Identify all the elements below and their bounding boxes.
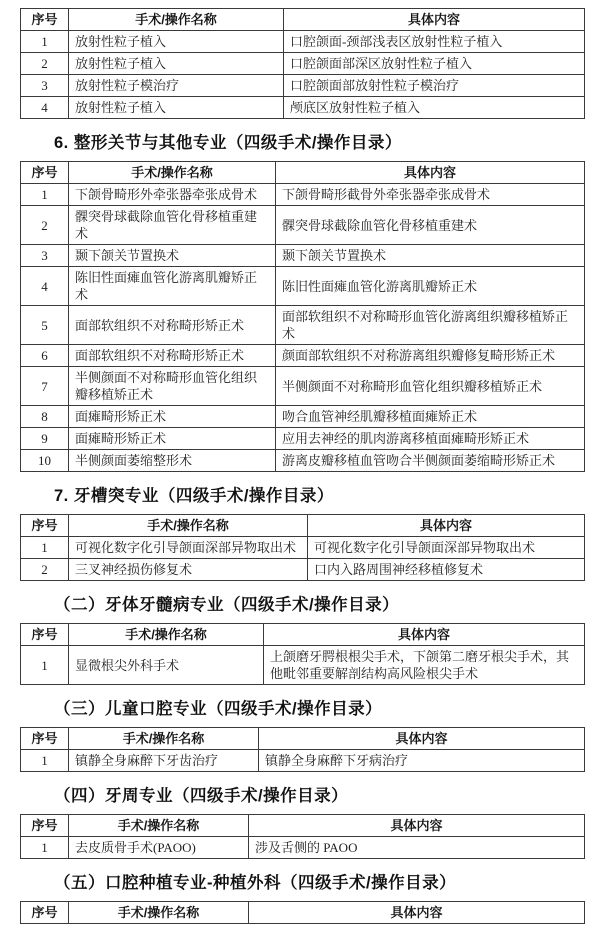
procedure-name-cell: 面部软组织不对称畸形矫正术 xyxy=(69,306,276,345)
procedure-name-cell: 面瘫畸形矫正术 xyxy=(69,406,276,428)
column-header: 序号 xyxy=(21,902,69,924)
section-heading: （五）口腔种植专业-种植外科（四级手术/操作目录） xyxy=(54,874,457,892)
procedure-detail-cell: 颅底区放射性粒子植入 xyxy=(284,97,585,119)
section-heading: 6. 整形关节与其他专业（四级手术/操作目录） xyxy=(54,134,402,152)
procedure-detail-cell: 髁突骨球截除血管化骨移植重建术 xyxy=(276,206,585,245)
column-header: 序号 xyxy=(21,624,69,646)
column-header: 手术/操作名称 xyxy=(69,9,284,31)
table-row xyxy=(21,367,585,406)
section-heading: （三）儿童口腔专业（四级手术/操作目录） xyxy=(54,700,383,718)
procedure-name-cell: 放射性粒子植入 xyxy=(69,97,284,119)
table-row xyxy=(21,245,585,267)
procedure-table xyxy=(20,727,585,772)
column-header: 具体内容 xyxy=(284,9,585,31)
procedure-detail-cell: 半侧颜面不对称畸形血管化组织瓣移植矫正术 xyxy=(276,367,585,406)
procedure-detail-cell: 可视化数字化引导颌面深部异物取出术 xyxy=(308,537,585,559)
column-header: 手术/操作名称 xyxy=(69,624,264,646)
procedure-name-cell: 半侧颜面不对称畸形血管化组织瓣移植矫正术 xyxy=(69,367,276,406)
procedure-detail-cell: 陈旧性面瘫血管化游离肌瓣矫正术 xyxy=(276,267,585,306)
column-header: 序号 xyxy=(21,162,69,184)
section-heading: （二）牙体牙髓病专业（四级手术/操作目录） xyxy=(54,596,400,614)
table-header-row xyxy=(21,815,585,837)
procedure-detail-cell: 颜面部软组织不对称游离组织瓣修复畸形矫正术 xyxy=(276,345,585,367)
table-row xyxy=(21,406,585,428)
document-content xyxy=(0,8,600,924)
column-header: 具体内容 xyxy=(249,815,585,837)
procedure-table xyxy=(20,901,585,924)
table-row xyxy=(21,450,585,472)
table-header-row xyxy=(21,9,585,31)
procedure-name-cell: 放射性粒子植入 xyxy=(69,53,284,75)
procedure-name-cell: 陈旧性面瘫血管化游离肌瓣矫正术 xyxy=(69,267,276,306)
procedure-detail-cell: 镇静全身麻醉下牙病治疗 xyxy=(259,750,585,772)
procedure-name-cell: 半侧颜面萎缩整形术 xyxy=(69,450,276,472)
row-number-cell: 1 xyxy=(21,184,69,206)
row-number-cell: 1 xyxy=(21,31,69,53)
row-number-cell: 1 xyxy=(21,837,69,859)
table-row xyxy=(21,306,585,345)
procedure-name-cell: 面瘫畸形矫正术 xyxy=(69,428,276,450)
table-row xyxy=(21,750,585,772)
procedure-table xyxy=(20,514,585,581)
procedure-detail-cell: 口内入路周围神经移植修复术 xyxy=(308,559,585,581)
column-header: 手术/操作名称 xyxy=(69,815,249,837)
row-number-cell: 2 xyxy=(21,53,69,75)
table-row xyxy=(21,345,585,367)
procedure-table xyxy=(20,623,585,685)
column-header: 序号 xyxy=(21,815,69,837)
procedure-detail-cell: 口腔颌面-颈部浅表区放射性粒子植入 xyxy=(284,31,585,53)
row-number-cell: 2 xyxy=(21,206,69,245)
procedure-name-cell: 放射性粒子植入 xyxy=(69,31,284,53)
procedure-name-cell: 面部软组织不对称畸形矫正术 xyxy=(69,345,276,367)
procedure-name-cell: 三叉神经损伤修复术 xyxy=(69,559,308,581)
column-header: 具体内容 xyxy=(259,728,585,750)
table-row xyxy=(21,559,585,581)
table-row xyxy=(21,184,585,206)
procedure-name-cell: 颞下颌关节置换术 xyxy=(69,245,276,267)
column-header: 序号 xyxy=(21,9,69,31)
row-number-cell: 2 xyxy=(21,559,69,581)
procedure-name-cell: 可视化数字化引导颌面深部异物取出术 xyxy=(69,537,308,559)
column-header: 手术/操作名称 xyxy=(69,728,259,750)
procedure-detail-cell: 下颌骨畸形截骨外牵张器牵张成骨术 xyxy=(276,184,585,206)
row-number-cell: 1 xyxy=(21,646,69,685)
procedure-detail-cell: 吻合血管神经肌瓣移植面瘫矫正术 xyxy=(276,406,585,428)
row-number-cell: 10 xyxy=(21,450,69,472)
procedure-table xyxy=(20,814,585,859)
procedure-name-cell: 下颌骨畸形外牵张器牵张成骨术 xyxy=(69,184,276,206)
row-number-cell: 7 xyxy=(21,367,69,406)
column-header: 具体内容 xyxy=(308,515,585,537)
table-row xyxy=(21,837,585,859)
table-row xyxy=(21,267,585,306)
column-header: 具体内容 xyxy=(264,624,585,646)
procedure-detail-cell: 游离皮瓣移植血管吻合半侧颜面萎缩畸形矫正术 xyxy=(276,450,585,472)
column-header: 序号 xyxy=(21,515,69,537)
row-number-cell: 3 xyxy=(21,75,69,97)
table-row xyxy=(21,206,585,245)
procedure-detail-cell: 涉及舌侧的 PAOO xyxy=(249,837,585,859)
column-header: 具体内容 xyxy=(276,162,585,184)
table-header-row xyxy=(21,515,585,537)
row-number-cell: 1 xyxy=(21,537,69,559)
procedure-detail-cell: 颞下颌关节置换术 xyxy=(276,245,585,267)
column-header: 手术/操作名称 xyxy=(69,902,249,924)
row-number-cell: 5 xyxy=(21,306,69,345)
procedure-name-cell: 髁突骨球截除血管化骨移植重建术 xyxy=(69,206,276,245)
table-row xyxy=(21,428,585,450)
table-header-row xyxy=(21,162,585,184)
column-header: 序号 xyxy=(21,728,69,750)
procedure-detail-cell: 口腔颌面部深区放射性粒子植入 xyxy=(284,53,585,75)
procedure-table xyxy=(20,8,585,119)
procedure-name-cell: 显微根尖外科手术 xyxy=(69,646,264,685)
row-number-cell: 9 xyxy=(21,428,69,450)
row-number-cell: 4 xyxy=(21,267,69,306)
table-row xyxy=(21,646,585,685)
row-number-cell: 1 xyxy=(21,750,69,772)
procedure-detail-cell: 上颌磨牙腭根根尖手术，下颌第二磨牙根尖手术，其他毗邻重要解剖结构高风险根尖手术 xyxy=(264,646,585,685)
procedure-name-cell: 放射性粒子模治疗 xyxy=(69,75,284,97)
procedure-name-cell: 去皮质骨手术(PAOO) xyxy=(69,837,249,859)
table-row xyxy=(21,537,585,559)
row-number-cell: 6 xyxy=(21,345,69,367)
table-row xyxy=(21,75,585,97)
table-row xyxy=(21,31,585,53)
table-header-row xyxy=(21,902,585,924)
table-header-row xyxy=(21,728,585,750)
procedure-detail-cell: 面部软组织不对称畸形血管化游离组织瓣移植矫正术 xyxy=(276,306,585,345)
row-number-cell: 3 xyxy=(21,245,69,267)
procedure-detail-cell: 应用去神经的肌肉游离移植面瘫畸形矫正术 xyxy=(276,428,585,450)
procedure-name-cell: 镇静全身麻醉下牙齿治疗 xyxy=(69,750,259,772)
table-header-row xyxy=(21,624,585,646)
row-number-cell: 8 xyxy=(21,406,69,428)
procedure-detail-cell: 口腔颌面部放射性粒子模治疗 xyxy=(284,75,585,97)
row-number-cell: 4 xyxy=(21,97,69,119)
column-header: 手术/操作名称 xyxy=(69,515,308,537)
procedure-table xyxy=(20,161,585,472)
section-heading: 7. 牙槽突专业（四级手术/操作目录） xyxy=(54,487,334,505)
section-heading: （四）牙周专业（四级手术/操作目录） xyxy=(54,787,349,805)
column-header: 手术/操作名称 xyxy=(69,162,276,184)
column-header: 具体内容 xyxy=(249,902,585,924)
table-row xyxy=(21,53,585,75)
table-row xyxy=(21,97,585,119)
